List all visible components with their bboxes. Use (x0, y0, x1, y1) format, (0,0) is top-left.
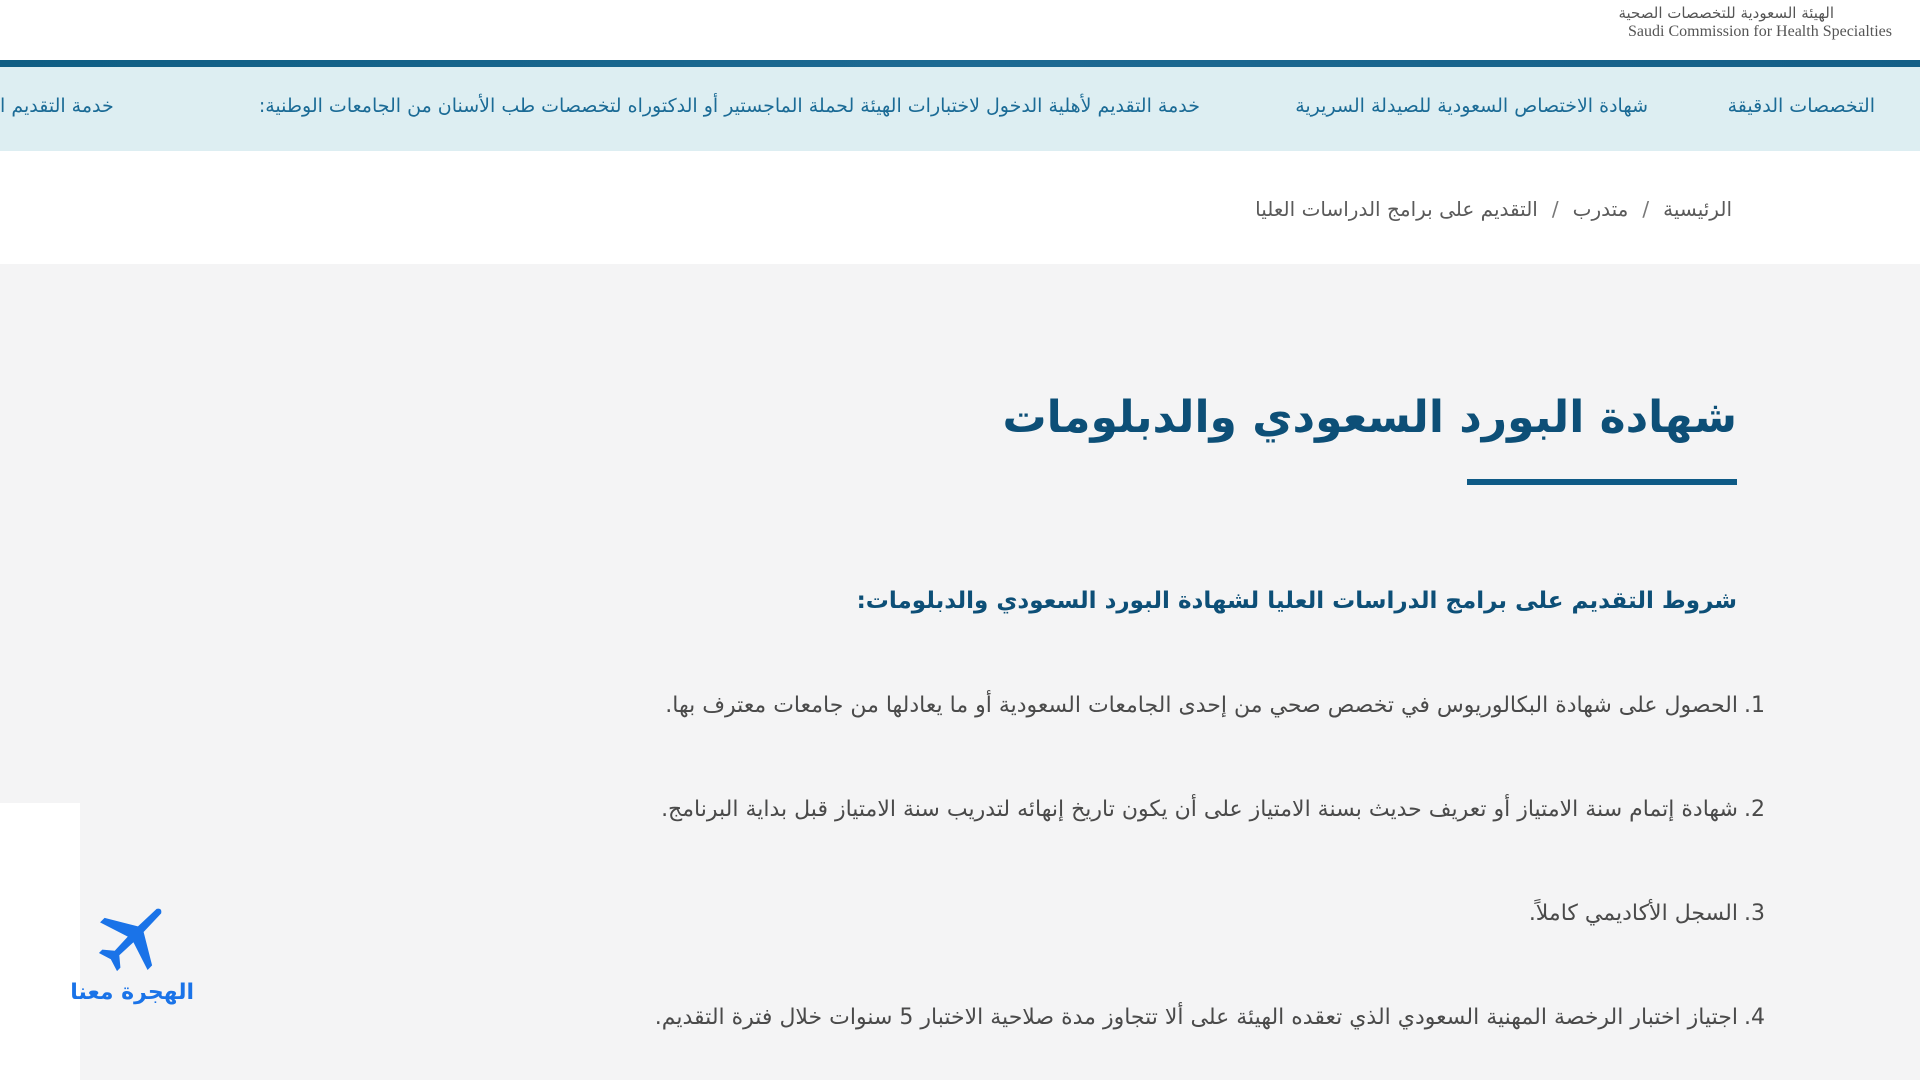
requirement-item (661, 797, 1765, 822)
breadcrumb-current: التقديم على برامج الدراسات العليا (1255, 197, 1538, 221)
requirement-text: الحصول على شهادة البكالوريوس في تخصص صحي من إحدى الجامعات السعودية أو ما يعادلها من جامعات معترف بها. (665, 693, 1738, 718)
breadcrumb-trainee[interactable]: متدرب (1572, 197, 1629, 221)
requirement-item (1529, 901, 1765, 926)
requirement-text: السجل الأكاديمي كاملاً. (1528, 901, 1738, 926)
breadcrumb (1255, 197, 1732, 221)
requirement-number: 1. (1744, 693, 1765, 718)
page-title: شهادة البورد السعودي والدبلومات (1002, 392, 1737, 443)
nav-item-application-service[interactable]: خدمة التقديم ا (0, 95, 114, 117)
requirement-item (665, 693, 1765, 718)
requirement-number: 2. (1744, 797, 1765, 822)
requirement-text: شهادة إتمام سنة الامتياز أو تعريف حديث بسنة الامتياز على أن يكون تاريخ إنهائه لتدريب سنة الامتياز قبل بداية البرنامج. (661, 797, 1738, 822)
title-underline (1467, 479, 1737, 485)
site-header (0, 0, 1920, 60)
breadcrumb-separator: / (1551, 197, 1559, 221)
requirement-number: 3. (1744, 901, 1765, 926)
org-name-arabic: الهيئة السعودية للتخصصات الصحية (1618, 4, 1834, 22)
breadcrumb-home[interactable]: الرئيسية (1663, 197, 1732, 221)
watermark-logo (70, 896, 194, 1005)
breadcrumb-separator: / (1642, 197, 1650, 221)
watermark-panel (0, 803, 80, 1080)
nav-item-subspecialties[interactable]: التخصصات الدقيقة (1727, 95, 1875, 117)
nav-item-dental-eligibility[interactable]: خدمة التقديم لأهلية الدخول لاختبارات الهيئة لحملة الماجستير أو الدكتوراه لتخصصات طب الأسنان من الجامعات الوطنية: (258, 95, 1200, 117)
nav-item-clinical-pharmacy[interactable]: شهادة الاختصاص السعودية للصيدلة السريرية (1295, 95, 1648, 117)
section-heading: شروط التقديم على برامج الدراسات العليا لشهادة البورد السعودي والدبلومات: (856, 588, 1737, 614)
requirement-number: 4. (1744, 1005, 1765, 1030)
requirement-text: اجتياز اختبار الرخصة المهنية السعودي الذي تعقده الهيئة على ألا تتجاوز مدة صلاحية الاختبار 5 سنوات خلال فترة التقديم. (654, 1005, 1738, 1030)
header-divider (0, 60, 1920, 67)
breadcrumb-band (0, 151, 1920, 264)
org-logo[interactable] (1472, 4, 1892, 42)
airplane-icon (92, 896, 176, 976)
requirement-item (655, 1005, 1765, 1030)
org-name-english: Saudi Commission for Health Specialties (1628, 23, 1892, 40)
watermark-text: الهجرة معنا (70, 980, 194, 1005)
main-nav (0, 67, 1920, 151)
